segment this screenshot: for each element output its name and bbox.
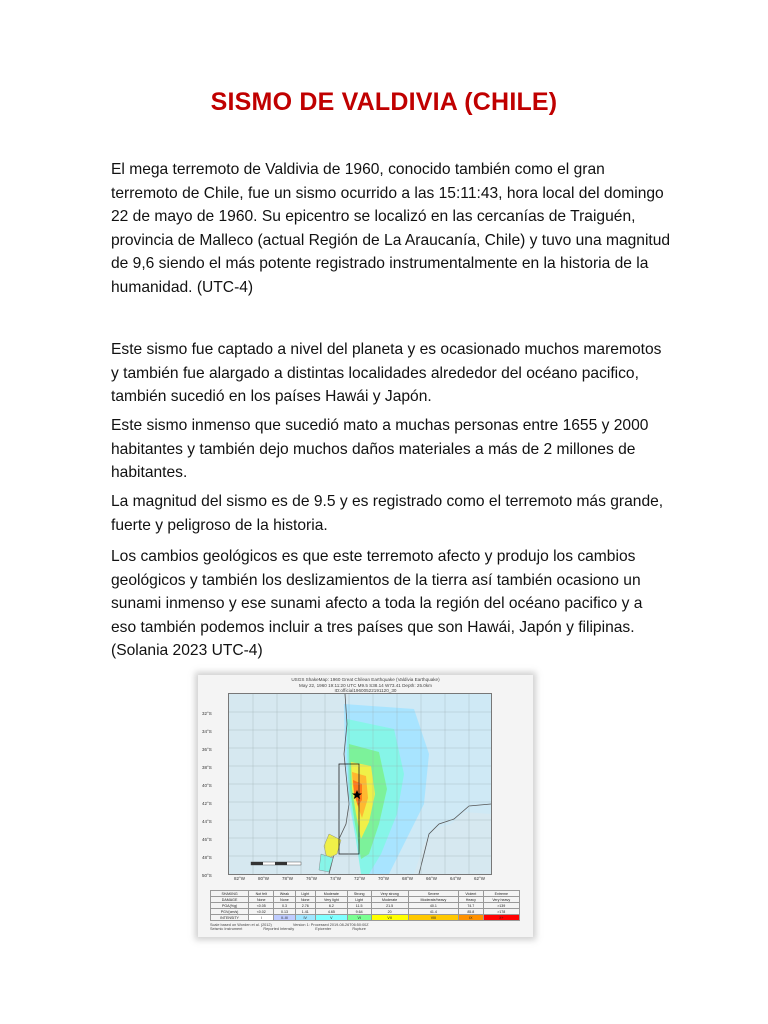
legend-cell: None: [295, 897, 315, 903]
map-header-line: USGS ShakeMap: 1960 Great Chilean Earthquake (Valdivia Earthquake): [291, 677, 440, 682]
longitude-label: 74°W: [330, 876, 342, 881]
legend-cell: 74.7: [459, 903, 483, 909]
longitude-label: 68°W: [402, 876, 414, 881]
rupture-key: Rupture: [352, 927, 366, 931]
version-note: Version 1: Processed 2019-08-26T06:50:00Z: [292, 923, 369, 927]
page-title: SISMO DE VALDIVIA (CHILE): [210, 88, 558, 116]
legend-cell: Very heavy: [483, 897, 519, 903]
legend-cell: 85.8: [459, 909, 483, 915]
legend-row: [211, 915, 520, 921]
legend-cell: 40.1: [408, 903, 458, 909]
legend-cell: 0.13: [274, 909, 295, 915]
paragraph-tsunami: Este sismo fue captado a nivel del planeta y es ocasionado muchos maremotos y también fue alargado a distintas localidades alrededor del océano pacifico, también sucedió en los países Hawái y Japón.: [111, 341, 662, 405]
longitude-label: 78°W: [282, 876, 294, 881]
legend-cell: >139: [483, 903, 519, 909]
legend-cell: 9.64: [347, 909, 371, 915]
seismic-instrument-key: Seismic Instrument: [210, 927, 243, 931]
longitude-label: 70°W: [378, 876, 390, 881]
legend-cell: 11.5: [347, 903, 371, 909]
shakemap-figure: [198, 675, 533, 937]
longitude-label: 76°W: [306, 876, 318, 881]
paragraph-intro: El mega terremoto de Valdivia de 1960, conocido también como el gran terremoto de Chile, fue un sismo ocurrido a las 15:11:43, hora local del domingo 22 de mayo de 1960. Su epicentro se localizó en las cercanías de Traiguén, provincia de Malleco (actual Región de La Araucanía, Chile) y tuvo una magnitud de 9,6 siendo el más potente registrado instrumentalmente en la historia de la humanidad. (UTC-4): [111, 161, 671, 296]
paragraph-victims: Este sismo inmenso que sucedió mato a muchas personas entre 1655 y 2000 habitantes y también dejo muchos daños materiales a más de 2 millones de habitantes.: [111, 417, 649, 481]
paragraph-magnitude: La magnitud del sismo es de 9.5 y es registrado como el terremoto más grande, fuerte y peligroso de la historia.: [111, 493, 664, 534]
latitude-label: 38°S: [202, 765, 212, 770]
legend-cell: 41.4: [408, 909, 458, 915]
legend-cell: DAMAGE: [211, 897, 249, 903]
legend-cell: Very strong: [371, 891, 408, 897]
legend-cell: Moderate: [371, 897, 408, 903]
map-header-line: May 22, 1960 19:11:20 UTC M9.5 S38.14 W73.41 Depth: 25.0km: [299, 682, 432, 688]
epicenter-key: Epicenter: [315, 927, 332, 931]
legend-cell: V: [315, 915, 347, 921]
legend-cell: Light: [295, 891, 315, 897]
legend-cell: I: [249, 915, 274, 921]
legend-cell: >178: [483, 909, 519, 915]
legend-cell: INTENSITY: [211, 915, 249, 921]
legend-cell: 4.65: [315, 909, 347, 915]
map-header: [198, 677, 533, 694]
latitude-label: 44°S: [202, 819, 212, 824]
longitude-label: 82°W: [234, 876, 246, 881]
latitude-label: 50°S: [202, 873, 212, 878]
legend-cell: <0.05: [249, 903, 274, 909]
legend-cell: Severe: [408, 891, 458, 897]
map-header-line: ID:official19600522191120_30: [334, 688, 397, 693]
latitude-label: 34°S: [202, 729, 212, 734]
scale-note: Scale based on Worden et al. (2012): [210, 923, 272, 927]
legend-cell: Weak: [274, 891, 295, 897]
legend-cell: VIII: [408, 915, 458, 921]
legend-cell: IX: [459, 915, 483, 921]
legend-cell: Very light: [315, 897, 347, 903]
legend-cell: IV: [295, 915, 315, 921]
longitude-label: 72°W: [354, 876, 366, 881]
latitude-label: 46°S: [202, 837, 212, 842]
legend-cell: X+: [483, 915, 519, 921]
legend-footer: [210, 923, 520, 931]
latitude-label: 48°S: [202, 855, 212, 860]
reported-intensity-key: Reported Intensity: [263, 927, 295, 931]
legend-cell: II-III: [274, 915, 295, 921]
legend-cell: 1.41: [295, 909, 315, 915]
legend-cell: PGV(cm/s): [211, 909, 249, 915]
intensity-legend-table: [210, 890, 520, 921]
legend-cell: VII: [371, 915, 408, 921]
longitude-label: 66°W: [426, 876, 438, 881]
legend-cell: VI: [347, 915, 371, 921]
legend-cell: Light: [347, 897, 371, 903]
paragraph-geology: Los cambios geológicos es que este terremoto afecto y produjo los cambios geológicos y también los deslizamientos de la tierra así también ocasiono un sunami inmenso y ese sunami afecto a toda la región del océano pacifico y a eso también podemos incluir a tres países que son Hawái, Japón y filipinas. (Solania 2023 UTC-4): [111, 548, 643, 659]
legend-cell: PGA(%g): [211, 903, 249, 909]
latitude-label: 42°S: [202, 801, 212, 806]
legend-cell: 20: [371, 909, 408, 915]
legend-cell: Extreme: [483, 891, 519, 897]
legend-cell: Not felt: [249, 891, 274, 897]
longitude-label: 62°W: [474, 876, 486, 881]
latitude-label: 36°S: [202, 747, 212, 752]
legend-cell: Heavy: [459, 897, 483, 903]
legend-cell: 0.3: [274, 903, 295, 909]
legend-cell: Violent: [459, 891, 483, 897]
shakemap-image: [228, 693, 492, 875]
legend-cell: <0.02: [249, 909, 274, 915]
legend-cell: 21.5: [371, 903, 408, 909]
legend-cell: 2.76: [295, 903, 315, 909]
legend-cell: None: [274, 897, 295, 903]
legend-cell: 6.2: [315, 903, 347, 909]
longitude-label: 80°W: [258, 876, 270, 881]
latitude-label: 40°S: [202, 783, 212, 788]
legend-cell: None: [249, 897, 274, 903]
legend-cell: Strong: [347, 891, 371, 897]
legend-cell: SHAKING: [211, 891, 249, 897]
shakemap-graphic: [229, 694, 491, 874]
legend-cell: Moderate/heavy: [408, 897, 458, 903]
latitude-label: 32°S: [202, 711, 212, 716]
legend-cell: Moderate: [315, 891, 347, 897]
longitude-label: 64°W: [450, 876, 462, 881]
